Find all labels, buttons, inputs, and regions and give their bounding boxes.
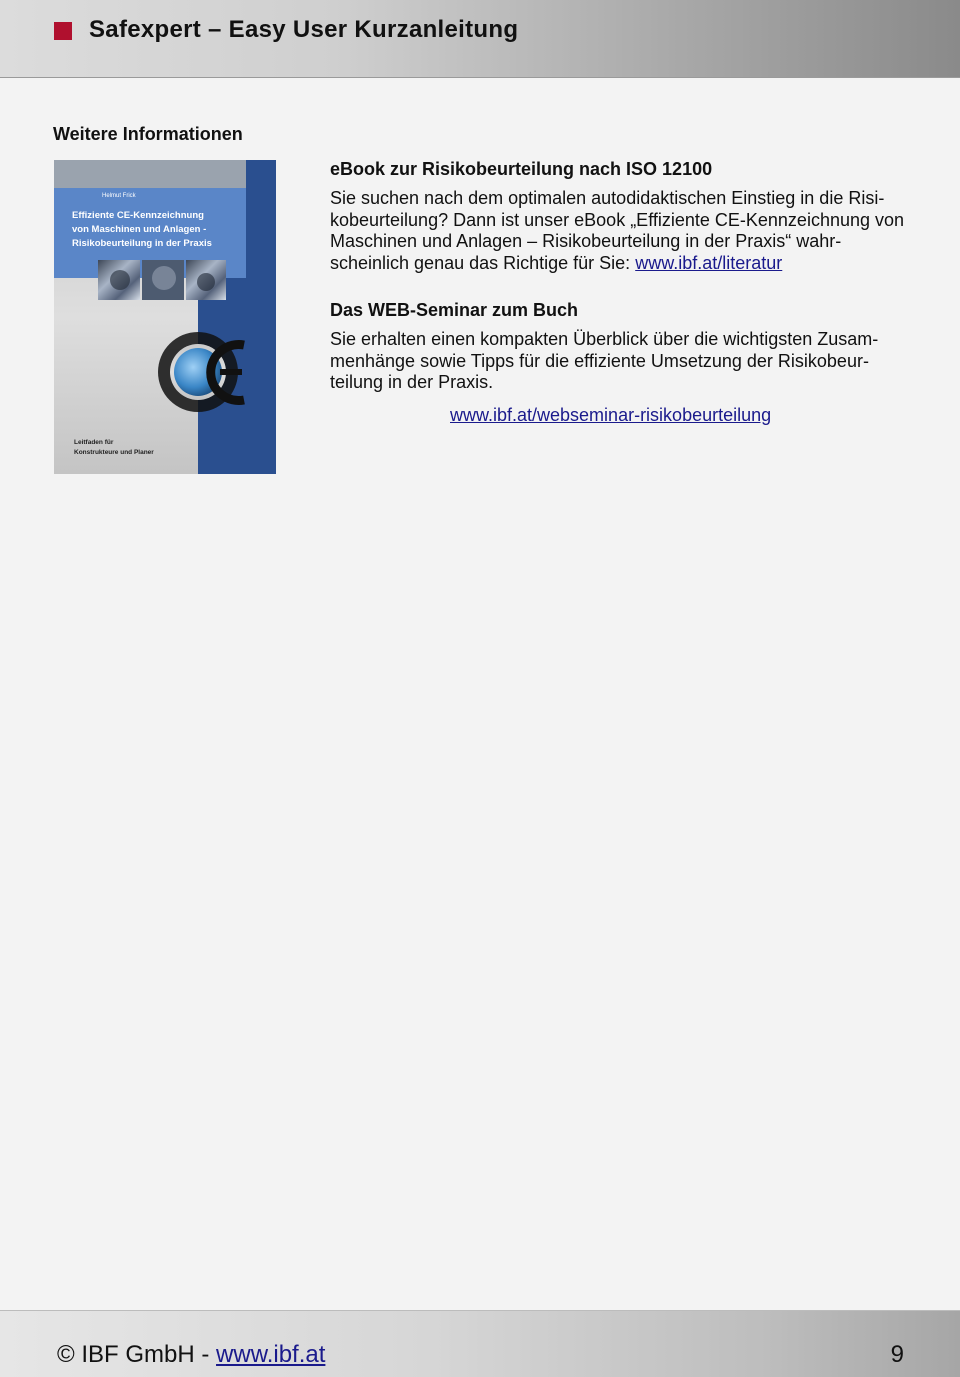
- ebook-paragraph: [330, 188, 905, 274]
- header-bullet-square: [54, 22, 72, 40]
- cover-title-line1: Effiziente CE-Kennzeichnung: [72, 210, 204, 221]
- seminar-heading: Das WEB-Seminar zum Buch: [330, 300, 579, 320]
- cover-subtitle-line1: Leitfaden für: [74, 439, 114, 446]
- page-number: 9: [890, 1341, 904, 1368]
- footer-copyright: [57, 1341, 325, 1369]
- seminar-paragraph: Sie erhalten einen kompakten Überblick über die wichtigsten Zusam-menhänge sowie Tipps für die effiziente Umsetzung der Risikobeur-teilung in der Praxis.: [330, 329, 879, 392]
- cover-title-line3: Risikobeurteilung in der Praxis: [72, 238, 212, 249]
- cover-subtitle-line2: Konstrukteure und Planer: [74, 449, 154, 456]
- seminar-link[interactable]: www.ibf.at/webseminar-risikobeurteilung: [450, 404, 772, 425]
- book-cover-image: [54, 160, 276, 474]
- page-header: [0, 0, 960, 78]
- section-heading: Weitere Informationen: [53, 124, 243, 144]
- main-content: [330, 158, 905, 426]
- footer-website-link[interactable]: www.ibf.at: [216, 1341, 326, 1368]
- document-title: Safexpert – Easy User Kurzanleitung: [89, 16, 519, 43]
- ebook-link[interactable]: www.ibf.at/literatur: [635, 252, 783, 273]
- footer-copyright-text: © IBF GmbH -: [57, 1341, 217, 1368]
- ebook-heading: eBook zur Risikobeurteilung nach ISO 12100: [330, 159, 713, 179]
- page-footer: [0, 1310, 960, 1377]
- cover-title-line2: von Maschinen und Anlagen -: [72, 224, 207, 235]
- cover-author-label: Helmut Frick: [102, 193, 136, 199]
- ebook-text: Sie suchen nach dem optimalen autodidaktischen Einstieg in die Risi-kobeurteilung? Dann ist unser eBook „Effiziente CE-Kennzeichnung von Maschinen und Anlagen – Risikobeurteilung in der Praxis“ wahr-scheinlich genau das Richtige für Sie:: [330, 188, 905, 273]
